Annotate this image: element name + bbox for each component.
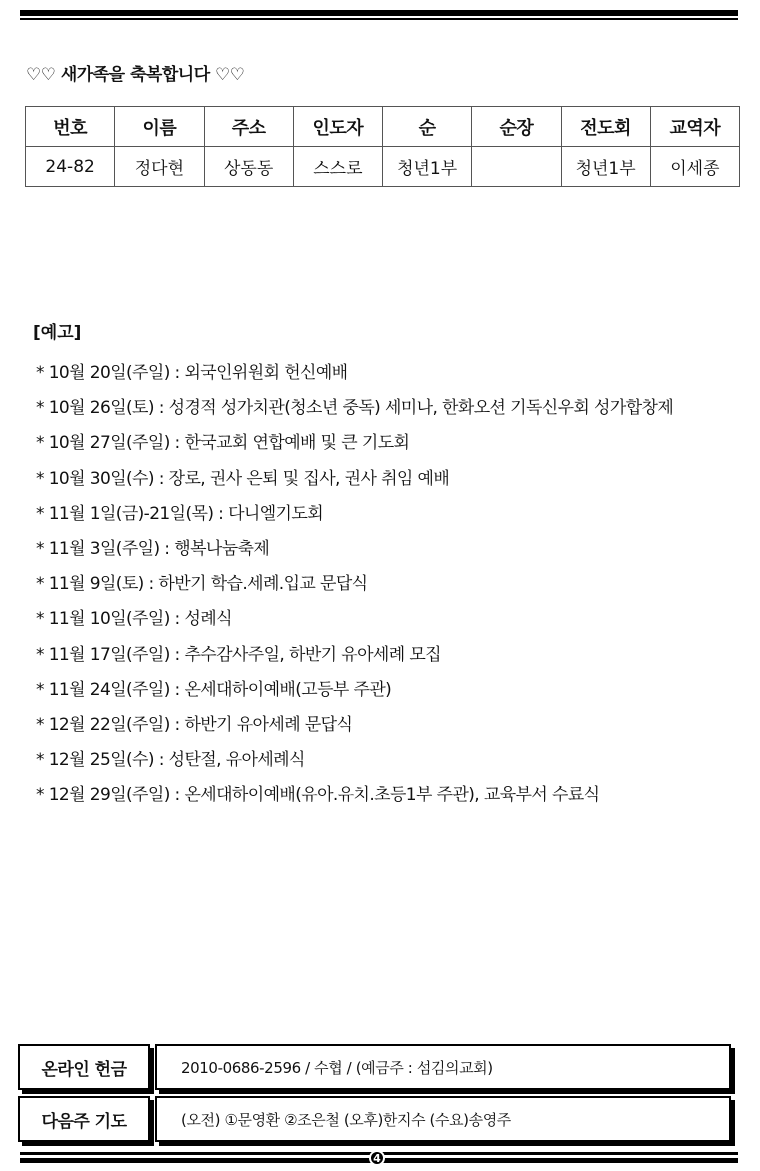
list-item: * 11월 3일(주일) : 행복나눔축제 xyxy=(36,538,270,559)
cell-group-leader xyxy=(472,147,561,187)
col-number: 번호 xyxy=(26,107,115,147)
online-offering-label: 온라인 헌금 xyxy=(18,1044,150,1090)
list-item: * 11월 24일(주일) : 온세대하이예배(고등부 주관) xyxy=(36,679,392,700)
list-item: * 12월 22일(주일) : 하반기 유아세례 문답식 xyxy=(36,714,353,735)
cell-name: 정다현 xyxy=(115,147,204,187)
list-item: * 12월 25일(수) : 성탄절, 유아세례식 xyxy=(36,750,305,771)
top-rule-thick xyxy=(20,10,738,16)
list-item: * 10월 30일(수) : 장로, 권사 은퇴 및 집사, 권사 취임 예배 xyxy=(36,468,450,489)
col-name: 이름 xyxy=(115,107,204,147)
next-week-prayer-value: (오전) ①문영환 ②조은철 (오후)한지수 (수요)송영주 xyxy=(155,1096,731,1142)
online-offering-value: 2010-0686-2596 / 수협 / (예금주 : 섬김의교회) xyxy=(155,1044,731,1090)
list-item: * 11월 1일(금)-21일(목) : 다니엘기도회 xyxy=(36,503,324,524)
next-week-prayer-label: 다음주 기도 xyxy=(18,1096,150,1142)
cell-number: 24-82 xyxy=(26,147,115,187)
col-pastor: 교역자 xyxy=(650,107,739,147)
top-rule-thin xyxy=(20,18,738,20)
notice-title: [예고] xyxy=(33,323,82,343)
cell-guide: 스스로 xyxy=(293,147,382,187)
cell-mission-society: 청년1부 xyxy=(561,147,650,187)
next-week-prayer-row xyxy=(18,1096,735,1144)
table-row xyxy=(26,147,740,187)
list-item: * 10월 20일(주일) : 외국인위원회 헌신예배 xyxy=(36,363,348,383)
cell-group: 청년1부 xyxy=(383,147,472,187)
new-family-heading: ♡♡ 새가족을 축복합니다 ♡♡ xyxy=(26,65,245,85)
cell-pastor: 이세종 xyxy=(650,147,739,187)
top-rule xyxy=(20,10,738,20)
cell-address: 상동동 xyxy=(204,147,293,187)
col-address: 주소 xyxy=(204,107,293,147)
online-offering-row xyxy=(18,1044,735,1092)
list-item: * 10월 27일(주일) : 한국교회 연합예배 및 큰 기도회 xyxy=(36,433,410,454)
col-mission-society: 전도회 xyxy=(561,107,650,147)
col-group: 순 xyxy=(383,107,472,147)
new-family-table xyxy=(25,106,740,187)
list-item: * 11월 9일(토) : 하반기 학습.세례.입교 문답식 xyxy=(36,574,368,595)
table-header-row xyxy=(26,107,740,147)
list-item: * 12월 29일(주일) : 온세대하이예배(유아.유치.초등1부 주관), 교육부서 수료식 xyxy=(36,785,600,806)
list-item: * 11월 10일(주일) : 성례식 xyxy=(36,609,232,630)
list-item: * 10월 26일(토) : 성경적 성가치관(청소년 중독) 세미나, 한화오션 기독신우회 성가합창제 xyxy=(36,398,674,419)
list-item: * 11월 17일(주일) : 추수감사주일, 하반기 유아세례 모집 xyxy=(36,644,442,665)
col-group-leader: 순장 xyxy=(472,107,561,147)
col-guide: 인도자 xyxy=(293,107,382,147)
notice-list xyxy=(36,358,751,815)
page-number: 4 xyxy=(369,1150,385,1166)
